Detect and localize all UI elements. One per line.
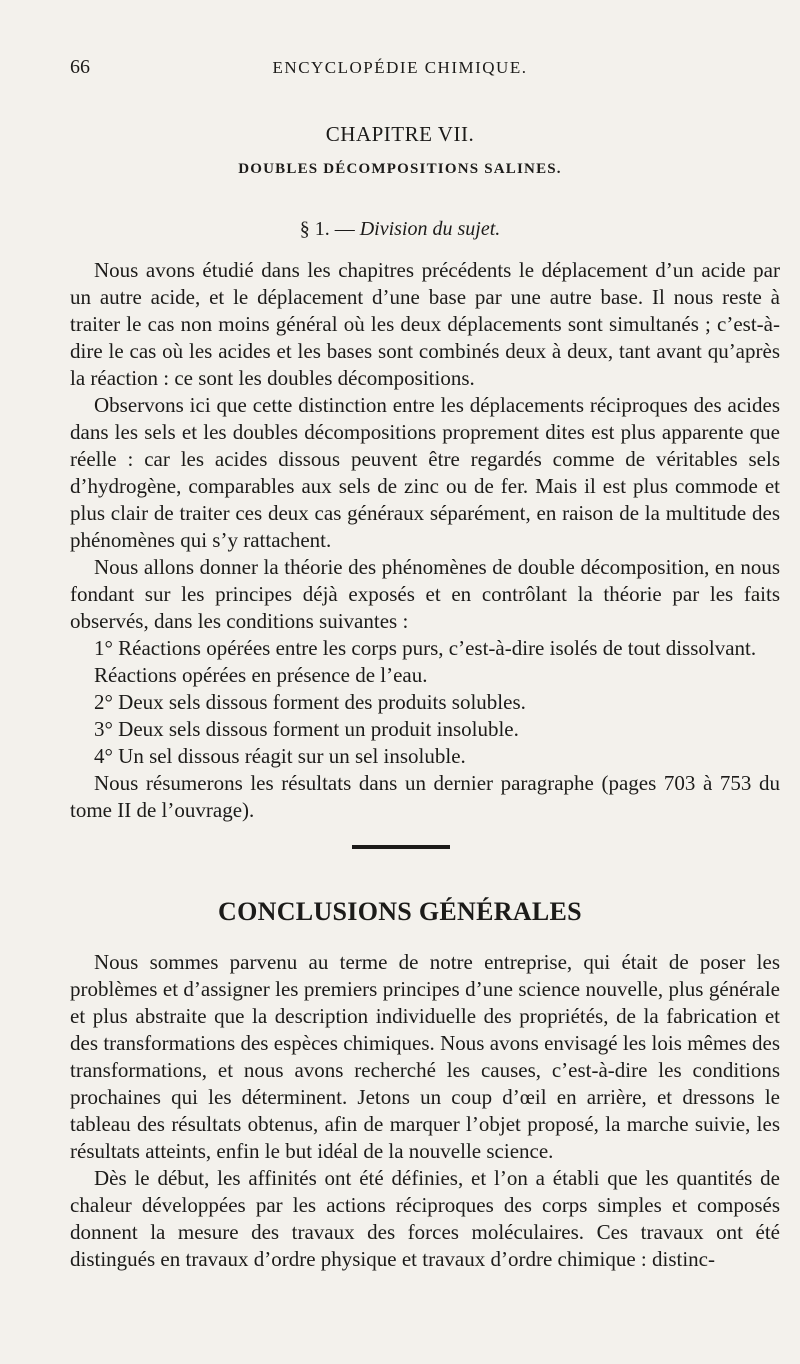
condition-item: 4° Un sel dissous réagit sur un sel insoluble. (94, 744, 466, 768)
section-heading (0, 218, 800, 241)
chapter-title: CHAPITRE VII. (325, 122, 475, 146)
section-number: § 1. — (299, 218, 355, 240)
paragraph: Nous avons étudié dans les chapitres précédents le déplacement d’un acide par un autre acide, et le déplacement d’une base par une autre base. Il nous reste à traiter le cas non moins général où les deux déplacements sont simultanés ; c’est-à-dire le cas où les acides et les bases sont combinés deux à deux, tant avant qu’après la réaction : ce sont les doubles décompositions. (70, 258, 780, 390)
condition-item: 3° Deux sels dissous forment un produit insoluble. (94, 717, 519, 741)
condition-item: 1° Réactions opérées entre les corps purs, c’est-à-dire isolés de tout dissolvant. (94, 636, 757, 660)
page-number: 66 (70, 56, 90, 78)
condition-item: Réactions opérées en présence de l’eau. (94, 663, 428, 687)
summary-paragraph: Nous résumerons les résultats dans un dernier paragraphe (pages 703 à 753 du tome II de l’ouvrage). (70, 771, 780, 822)
section-title: Division du sujet. (359, 218, 501, 240)
page-header (0, 50, 800, 80)
condition-item: 2° Deux sels dissous forment des produits solubles. (94, 690, 526, 714)
running-title: ENCYCLOPÉDIE CHIMIQUE. (272, 58, 528, 77)
paragraph: Dès le début, les affinités ont été définies, et l’on a établi que les quantités de chaleur développées par les actions réciproques des corps simples et composés donnent la mesure des travaux des forces moléculaires. Ces travaux ont été distingués en travaux d’ordre physique et travaux d’ordre chimique : distinc- (70, 1166, 780, 1271)
paragraph: Observons ici que cette distinction entre les déplacements réciproques des acides dans les sels et les doubles décompositions proprement dites est plus apparente que réelle : car les acides dissous peuvent être regardés comme de véritables sels d’hydrogène, comparables aux sels de zinc ou de fer. Mais il est plus commode et plus clair de traiter ces deux cas généraux séparément, en raison de la multitude des phénomènes qui s’y rattachent. (70, 393, 780, 552)
conclusions-heading: CONCLUSIONS GÉNÉRALES (218, 897, 582, 926)
chapter-body (70, 257, 780, 824)
chapter-subtitle: DOUBLES DÉCOMPOSITIONS SALINES. (238, 161, 562, 177)
conclusions-body (70, 949, 780, 1273)
paragraph: Nous allons donner la théorie des phénomènes de double décomposition, en nous fondant sur les principes déjà exposés et en contrôlant la théorie par les faits observés, dans les conditions suivantes : (70, 555, 780, 633)
section-divider (352, 845, 450, 849)
paragraph: Nous sommes parvenu au terme de notre entreprise, qui était de poser les problèmes et d’assigner les premiers principes d’une science nouvelle, plus générale et plus abstraite que la description individuelle des propriétés, de la fabrication et des transformations des espèces chimiques. Nous avons envisagé les lois mêmes des transformations, et nous avons recherché les causes, c’est-à-dire les conditions prochaines qui les déterminent. Jetons un coup d’œil en arrière, et dressons le tableau des résultats obtenus, afin de marquer l’objet proposé, la marche suivie, les résultats atteints, enfin le but idéal de la nouvelle science. (70, 950, 780, 1163)
